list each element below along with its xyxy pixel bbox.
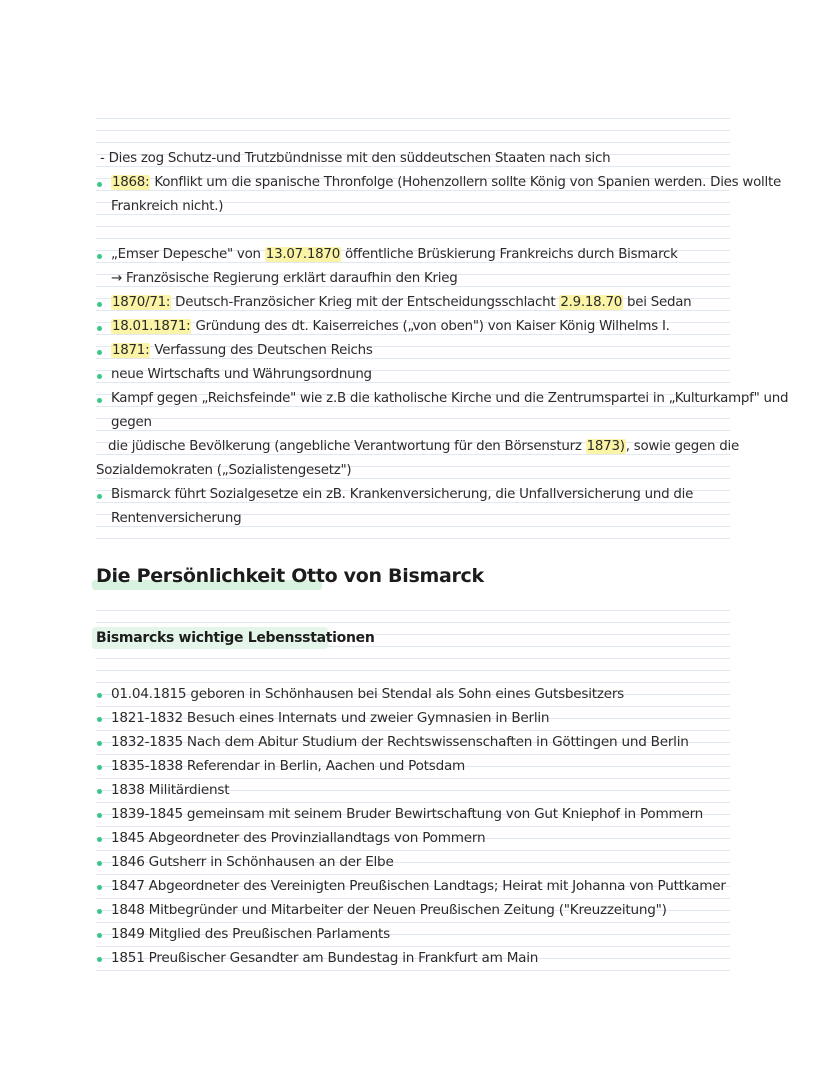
bullet-icon bbox=[97, 494, 102, 499]
ruled-line bbox=[96, 802, 730, 803]
text-line: 1871: Verfassung des Deutschen Reichs bbox=[112, 343, 373, 358]
bullet-icon bbox=[97, 302, 102, 307]
list-item: 01.04.1815 geboren in Schönhausen bei Stendal als Sohn eines Gutsbesitzers bbox=[111, 686, 625, 702]
text-line: Rentenversicherung bbox=[111, 511, 242, 526]
bullet-icon bbox=[97, 182, 102, 187]
text-line: - Dies zog Schutz-und Trutzbündnisse mit den süddeutschen Staaten nach sich bbox=[100, 151, 611, 166]
list-item: 1851 Preußischer Gesandter am Bundestag in Frankfurt am Main bbox=[111, 950, 539, 966]
ruled-line bbox=[96, 226, 730, 227]
bullet-icon bbox=[97, 717, 102, 722]
bullet-icon bbox=[97, 933, 102, 938]
list-item: 1821-1832 Besuch eines Internats und zweier Gymnasien in Berlin bbox=[111, 710, 550, 726]
ruled-line bbox=[96, 730, 730, 731]
list-item: 1848 Mitbegründer und Mitarbeiter der Neuen Preußischen Zeitung ("Kreuzzeitung") bbox=[111, 902, 667, 918]
ruled-line bbox=[96, 850, 730, 851]
text-line: neue Wirtschafts und Währungsordnung bbox=[111, 367, 372, 382]
list-item: 1845 Abgeordneter des Provinziallandtags von Pommern bbox=[111, 830, 486, 846]
bullet-icon bbox=[97, 837, 102, 842]
ruled-line bbox=[96, 538, 730, 539]
list-item: 1835-1838 Referendar in Berlin, Aachen und Potsdam bbox=[111, 758, 466, 774]
bullet-icon bbox=[97, 861, 102, 866]
ruled-line bbox=[96, 142, 730, 143]
bullet-icon bbox=[97, 398, 102, 403]
list-item: 1846 Gutsherr in Schönhausen an der Elbe bbox=[111, 854, 394, 870]
bullet-icon bbox=[97, 374, 102, 379]
ruled-line bbox=[96, 946, 730, 947]
ruled-line bbox=[96, 610, 730, 611]
text-line: gegen bbox=[111, 415, 152, 430]
bullet-icon bbox=[97, 765, 102, 770]
ruled-line bbox=[96, 778, 730, 779]
text-line: Sozialdemokraten („Sozialistengesetz") bbox=[96, 463, 352, 478]
list-item: 1838 Militärdienst bbox=[111, 782, 230, 798]
bullet-icon bbox=[97, 813, 102, 818]
ruled-line bbox=[96, 706, 730, 707]
text-line: 1868: Konflikt um die spanische Thronfolge (Hohenzollern sollte König von Spanien werden. Dies wollte bbox=[112, 175, 781, 190]
ruled-line bbox=[96, 238, 730, 239]
bullet-icon bbox=[97, 326, 102, 331]
ruled-line bbox=[96, 622, 730, 623]
list-item: 1847 Abgeordneter des Vereinigten Preußischen Landtags; Heirat mit Johanna von Puttkamer bbox=[111, 878, 726, 894]
ruled-line bbox=[96, 970, 730, 971]
bullet-icon bbox=[97, 885, 102, 890]
text-line: 1870/71: Deutsch-Französicher Krieg mit der Entscheidungsschlacht 2.9.18.70 bei Sedan bbox=[112, 295, 692, 310]
section-heading: Die Persönlichkeit Otto von Bismarck bbox=[96, 565, 484, 587]
ruled-line bbox=[96, 118, 730, 119]
text-line: die jüdische Bevölkerung (angebliche Verantwortung für den Börsensturz 1873), sowie gegen die bbox=[108, 439, 739, 454]
bullet-icon bbox=[97, 909, 102, 914]
ruled-line bbox=[96, 826, 730, 827]
bullet-icon bbox=[97, 957, 102, 962]
list-item: 1839-1845 gemeinsam mit seinem Bruder Bewirtschaftung von Gut Kniephof in Pommern bbox=[111, 806, 704, 822]
ruled-line bbox=[96, 130, 730, 131]
ruled-line bbox=[96, 874, 730, 875]
text-line: 18.01.1871: Gründung des dt. Kaiserreiches („von oben") von Kaiser König Wilhelms I. bbox=[112, 319, 670, 334]
ruled-line bbox=[96, 754, 730, 755]
ruled-line bbox=[96, 670, 730, 671]
text-line: Frankreich nicht.) bbox=[111, 199, 224, 214]
bullet-icon bbox=[97, 254, 102, 259]
bullet-icon bbox=[97, 693, 102, 698]
bullet-icon bbox=[97, 741, 102, 746]
bullet-icon bbox=[97, 789, 102, 794]
list-item: 1849 Mitglied des Preußischen Parlaments bbox=[111, 926, 390, 942]
text-line: → Französische Regierung erklärt daraufhin den Krieg bbox=[111, 271, 458, 286]
subsection-heading: Bismarcks wichtige Lebensstationen bbox=[96, 630, 375, 646]
ruled-line bbox=[96, 682, 730, 683]
text-line: Kampf gegen „Reichsfeinde" wie z.B die katholische Kirche und die Zentrumspartei in „Kulturkampf" und bbox=[111, 391, 789, 406]
bullet-icon bbox=[97, 350, 102, 355]
text-line: Bismarck führt Sozialgesetze ein zB. Krankenversicherung, die Unfallversicherung und die bbox=[111, 487, 694, 502]
ruled-line bbox=[96, 658, 730, 659]
ruled-line bbox=[96, 898, 730, 899]
ruled-line bbox=[96, 922, 730, 923]
list-item: 1832-1835 Nach dem Abitur Studium der Rechtswissenschaften in Göttingen und Berlin bbox=[111, 734, 689, 750]
text-line: „Emser Depesche" von 13.07.1870 öffentliche Brüskierung Frankreichs durch Bismarck bbox=[111, 247, 678, 262]
